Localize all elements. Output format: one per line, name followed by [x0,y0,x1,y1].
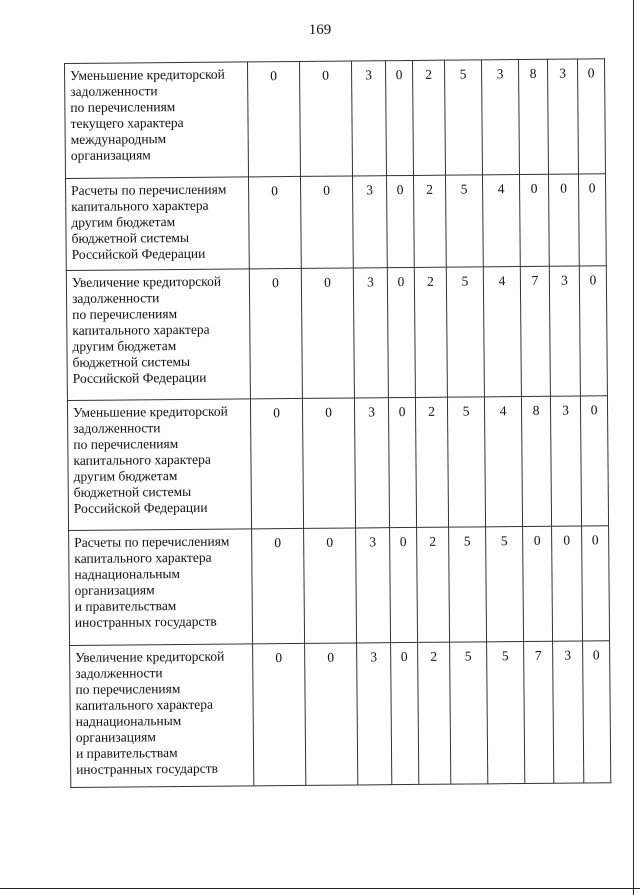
page-frame-right [633,0,634,895]
code-digit-cell: 2 [418,642,451,784]
description-line: другим бюджетам [72,338,177,354]
description-line: и правительствам [75,745,178,761]
description-line: организациям [74,582,155,598]
code-digit-cell: 5 [450,642,488,784]
row-description [70,644,254,788]
code-digit-cell: 0 [300,176,353,268]
description-line: Расчеты по перечислениям [74,533,230,550]
page-number: 169 [308,22,332,38]
description-line: иностранных государств [74,613,217,630]
description-line: Российской Федерации [71,245,206,262]
description-line: текущего характера [70,114,184,131]
code-digit-cell: 5 [449,527,487,642]
description-line: Уменьшение кредиторской [72,403,228,420]
code-digit-cell: 3 [356,528,391,643]
code-digit-cell: 0 [305,643,358,785]
description-line: Расчеты по перечислениям [71,181,227,198]
code-digit-cell: 0 [247,61,300,176]
code-digit-cell: 4 [483,267,521,397]
code-digit-cell: 5 [444,60,482,175]
description-line: наднациональным [74,566,181,582]
description-line: задолженности [75,665,163,681]
code-digit-cell: 8 [521,396,551,526]
description-line: задолженности [70,83,158,99]
code-digit-cell: 0 [301,268,354,398]
description-line: бюджетной системы [72,353,191,370]
code-digit-cell: 3 [553,641,584,783]
code-digit-cell: 4 [482,175,520,267]
row-description [66,269,250,401]
description-line: капитального характера [75,696,213,713]
description-line: бюджетной системы [71,229,190,246]
code-digit-cell: 0 [387,267,415,397]
code-digit-cell: 2 [414,267,447,397]
code-digit-cell: 0 [552,526,583,641]
code-digit-cell: 0 [388,397,416,527]
table-row [66,174,607,271]
description-line: Уменьшение кредиторской [70,66,225,83]
code-digit-cell: 2 [415,397,448,527]
code-digit-cell: 0 [523,526,553,641]
description-line: международным [70,131,167,147]
code-digit-cell: 0 [583,641,611,783]
code-digit-cell: 0 [304,528,357,643]
description-line: Увеличение кредиторской [75,648,225,665]
table-row [66,266,607,401]
code-digit-cell: 0 [253,643,306,785]
code-digit-cell: 0 [519,174,549,266]
description-line: капитального характера [73,451,211,468]
code-digit-cell: 0 [579,266,607,396]
code-digit-cell: 0 [252,528,305,643]
code-digit-cell: 3 [357,643,392,785]
description-line: организациям [75,729,156,745]
code-digit-cell: 0 [577,59,605,174]
code-digit-cell: 3 [351,61,386,176]
code-digit-cell: 3 [353,268,388,398]
code-digit-cell: 0 [390,527,418,642]
description-line: Увеличение кредиторской [71,273,222,290]
code-digit-cell: 5 [447,397,485,527]
code-digit-cell: 8 [518,59,548,174]
description-line: по перечислениям [75,681,181,697]
code-digit-cell: 2 [417,527,450,642]
code-digit-cell: 7 [520,266,550,396]
description-line: по перечислениям [73,436,179,452]
table-row [70,641,611,788]
code-digit-cell: 0 [299,61,352,176]
code-digit-cell: 5 [445,175,483,267]
code-digit-cell: 4 [484,397,522,527]
code-digit-cell: 3 [547,59,578,174]
code-digit-cell: 3 [550,396,581,526]
description-line: капитального характера [72,321,210,338]
code-digit-cell: 5 [446,267,484,397]
code-digit-cell: 0 [249,176,302,268]
account-codes-table [64,58,611,788]
code-digit-cell: 0 [580,396,608,526]
code-digit-cell: 3 [352,176,387,268]
row-description [66,177,250,271]
code-digit-cell: 3 [354,398,389,528]
code-digit-cell: 0 [578,174,606,266]
code-digit-cell: 2 [413,175,446,267]
code-digit-cell: 0 [582,526,610,641]
description-line: капитального характера [74,549,212,566]
code-digit-cell: 7 [524,641,554,783]
code-digit-cell: 0 [250,398,303,528]
description-line: Российской Федерации [73,499,208,516]
description-line: организациям [70,147,151,163]
table-row [69,526,610,646]
page-frame-bottom [0,888,640,889]
row-description [67,399,251,531]
description-line: другим бюджетам [71,214,176,230]
row-description [65,62,249,179]
code-digit-cell: 2 [412,60,445,175]
description-line: по перечислениям [72,306,178,322]
code-digit-cell: 0 [249,268,302,398]
code-digit-cell: 0 [391,642,419,784]
table-row [67,396,608,531]
row-description [69,529,253,646]
code-digit-cell: 3 [549,266,580,396]
description-line: наднациональным [75,713,182,729]
description-line: иностранных государств [76,760,219,777]
table-row [65,59,606,179]
description-line: задолженности [71,290,160,306]
description-line: другим бюджетам [73,468,178,484]
code-digit-cell: 0 [386,175,414,267]
description-line: и правительствам [74,598,177,614]
code-digit-cell: 5 [487,642,525,784]
code-digit-cell: 0 [302,398,355,528]
code-digit-cell: 0 [385,60,413,175]
code-digit-cell: 5 [486,527,524,642]
description-line: бюджетной системы [73,483,192,500]
description-line: задолженности [73,420,161,436]
code-digit-cell: 0 [548,174,579,266]
description-line: Российской Федерации [72,369,207,386]
description-line: по перечислениям [70,99,176,115]
code-digit-cell: 3 [481,60,519,175]
description-line: капитального характера [71,197,209,214]
